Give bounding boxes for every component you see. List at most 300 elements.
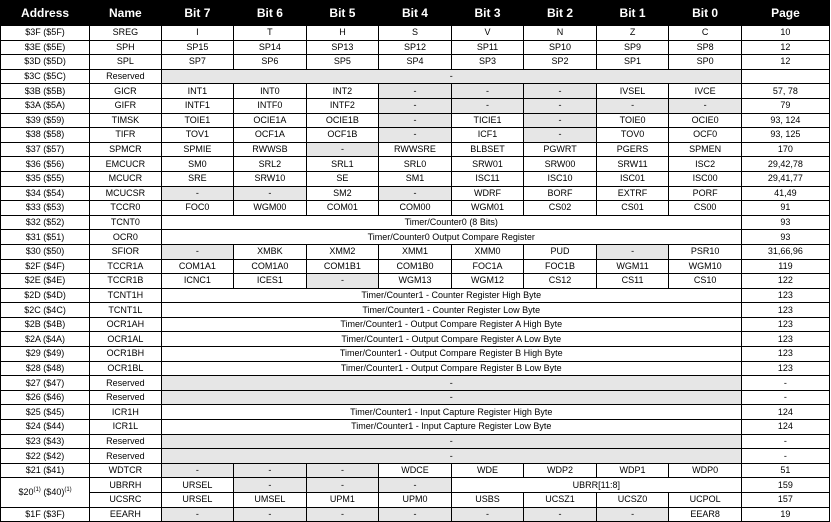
column-header: Address bbox=[1, 1, 90, 26]
page-cell: 123 bbox=[741, 332, 829, 347]
address-cell: $24 ($44) bbox=[1, 420, 90, 435]
span-description: Timer/Counter1 - Output Compare Register B Low Byte bbox=[161, 361, 741, 376]
address-cell: $3F ($5F) bbox=[1, 26, 90, 41]
bit-cell: SRL1 bbox=[306, 157, 379, 172]
register-name: TCCR1B bbox=[90, 274, 162, 289]
bit-cell: - bbox=[306, 463, 379, 478]
register-name: ICR1L bbox=[90, 420, 162, 435]
table-row bbox=[1, 376, 830, 391]
page-cell: 119 bbox=[741, 259, 829, 274]
bit-cell: SP11 bbox=[451, 40, 524, 55]
register-name: TCNT0 bbox=[90, 215, 162, 230]
bit-cell: SP10 bbox=[524, 40, 597, 55]
bit-cell: - bbox=[596, 98, 669, 113]
bit-cell: - bbox=[161, 244, 234, 259]
span-description: Timer/Counter1 - Input Capture Register High Byte bbox=[161, 405, 741, 420]
bit-cell: SRW00 bbox=[524, 157, 597, 172]
register-name: OCR0 bbox=[90, 230, 162, 245]
bit-cell: WGM13 bbox=[379, 274, 452, 289]
bit-cell: ICES1 bbox=[234, 274, 307, 289]
bit-cell: IVSEL bbox=[596, 84, 669, 99]
bit-cell: - bbox=[379, 507, 452, 522]
register-name: Reserved bbox=[90, 449, 162, 464]
page-cell: 10 bbox=[741, 26, 829, 41]
bit-cell: EXTRF bbox=[596, 186, 669, 201]
register-name: OCR1AL bbox=[90, 332, 162, 347]
page-cell: 123 bbox=[741, 303, 829, 318]
page-cell: 41,49 bbox=[741, 186, 829, 201]
page-cell: 93, 124 bbox=[741, 113, 829, 128]
bit-cell: WDP0 bbox=[669, 463, 742, 478]
bit-cell: - bbox=[451, 507, 524, 522]
bit-cell: COM1B1 bbox=[306, 259, 379, 274]
bit-cell: COM1B0 bbox=[379, 259, 452, 274]
address-text: $20 bbox=[18, 487, 34, 497]
bit-cell: SRE bbox=[161, 171, 234, 186]
address-cell: $3B ($5B) bbox=[1, 84, 90, 99]
bit-cell: TICIE1 bbox=[451, 113, 524, 128]
bit-cell: - bbox=[234, 463, 307, 478]
footnote-marker: (1) bbox=[64, 487, 72, 493]
column-header: Bit 0 bbox=[669, 1, 742, 26]
bit-cell: SM1 bbox=[379, 171, 452, 186]
page-cell: 57, 78 bbox=[741, 84, 829, 99]
register-name: SREG bbox=[90, 26, 162, 41]
table-row bbox=[1, 390, 830, 405]
register-name: MCUCSR bbox=[90, 186, 162, 201]
bit-cell: SRW10 bbox=[234, 171, 307, 186]
bit-cell: ISC00 bbox=[669, 171, 742, 186]
span-description: Timer/Counter1 - Output Compare Register A High Byte bbox=[161, 317, 741, 332]
bit-cell: SRL0 bbox=[379, 157, 452, 172]
bit-cell: INTF1 bbox=[161, 98, 234, 113]
page-cell: 157 bbox=[741, 493, 829, 508]
bit-cell: T bbox=[234, 26, 307, 41]
page-cell: 159 bbox=[741, 478, 829, 493]
bit-cell: - bbox=[234, 186, 307, 201]
bit-cell: URSEL bbox=[161, 493, 234, 508]
table-row bbox=[1, 303, 830, 318]
table-row bbox=[1, 420, 830, 435]
bit-cell: WDCE bbox=[379, 463, 452, 478]
register-name: Reserved bbox=[90, 390, 162, 405]
span-description: - bbox=[161, 69, 741, 84]
bit-cell: XMM2 bbox=[306, 244, 379, 259]
address-cell: $2D ($4D) bbox=[1, 288, 90, 303]
bit-cell: - bbox=[596, 244, 669, 259]
bit-cell: WGM10 bbox=[669, 259, 742, 274]
bit-cell: - bbox=[161, 507, 234, 522]
page-cell: 51 bbox=[741, 463, 829, 478]
bit-cell: N bbox=[524, 26, 597, 41]
register-name: OCR1BL bbox=[90, 361, 162, 376]
bit-cell: OCIE1A bbox=[234, 113, 307, 128]
column-header: Bit 6 bbox=[234, 1, 307, 26]
bit-cell: - bbox=[669, 98, 742, 113]
table-row bbox=[1, 98, 830, 113]
address-cell: $3A ($5A) bbox=[1, 98, 90, 113]
span-description: Timer/Counter1 - Counter Register Low Byte bbox=[161, 303, 741, 318]
address-cell: $33 ($53) bbox=[1, 201, 90, 216]
span-description: Timer/Counter1 - Counter Register High Byte bbox=[161, 288, 741, 303]
bit-cell: CS00 bbox=[669, 201, 742, 216]
bit-cell: PUD bbox=[524, 244, 597, 259]
bit-cell: - bbox=[379, 186, 452, 201]
bit-cell: - bbox=[524, 84, 597, 99]
register-name: TIMSK bbox=[90, 113, 162, 128]
bit-cell: - bbox=[451, 98, 524, 113]
bit-cell: IVCE bbox=[669, 84, 742, 99]
page-cell: - bbox=[741, 449, 829, 464]
bit-cell: - bbox=[306, 507, 379, 522]
register-name: GIFR bbox=[90, 98, 162, 113]
column-header: Bit 1 bbox=[596, 1, 669, 26]
address-cell: $30 ($50) bbox=[1, 244, 90, 259]
bit-cell: UCSZ0 bbox=[596, 493, 669, 508]
page-cell: 124 bbox=[741, 420, 829, 435]
bit-cell: UCSZ1 bbox=[524, 493, 597, 508]
bit-cell: SP4 bbox=[379, 55, 452, 70]
column-header: Bit 5 bbox=[306, 1, 379, 26]
register-name: TCNT1H bbox=[90, 288, 162, 303]
bit-cell: PORF bbox=[669, 186, 742, 201]
table-row bbox=[1, 259, 830, 274]
address-cell: $25 ($45) bbox=[1, 405, 90, 420]
address-cell: $38 ($58) bbox=[1, 128, 90, 143]
bit-cell: SP6 bbox=[234, 55, 307, 70]
table-row bbox=[1, 26, 830, 41]
register-name: GICR bbox=[90, 84, 162, 99]
bit-cell: COM00 bbox=[379, 201, 452, 216]
bit-cell: SP13 bbox=[306, 40, 379, 55]
bit-cell: CS11 bbox=[596, 274, 669, 289]
bit-cell: - bbox=[306, 142, 379, 157]
table-row bbox=[1, 361, 830, 376]
bit-cell: SP3 bbox=[451, 55, 524, 70]
table-row bbox=[1, 449, 830, 464]
bit-cell: XMM1 bbox=[379, 244, 452, 259]
bit-cell: WDRF bbox=[451, 186, 524, 201]
bit-cell: WGM12 bbox=[451, 274, 524, 289]
bit-cell: TOIE1 bbox=[161, 113, 234, 128]
bit-cell: SRW11 bbox=[596, 157, 669, 172]
address-cell: $22 ($42) bbox=[1, 449, 90, 464]
bit-cell: FOC1A bbox=[451, 259, 524, 274]
bit-cell: - bbox=[306, 478, 379, 493]
bit-cell: RWWSRE bbox=[379, 142, 452, 157]
register-name: TCCR1A bbox=[90, 259, 162, 274]
address-cell: $2A ($4A) bbox=[1, 332, 90, 347]
bit-cell: WDP2 bbox=[524, 463, 597, 478]
bit-cell: XMM0 bbox=[451, 244, 524, 259]
span-description: - bbox=[161, 390, 741, 405]
register-name: OCR1AH bbox=[90, 317, 162, 332]
table-row bbox=[1, 347, 830, 362]
page-cell: 29,41,77 bbox=[741, 171, 829, 186]
bit-cell: - bbox=[234, 478, 307, 493]
register-name: TCCR0 bbox=[90, 201, 162, 216]
address-cell bbox=[1, 478, 90, 507]
bit-cell: EEAR8 bbox=[669, 507, 742, 522]
bit-cell: - bbox=[306, 274, 379, 289]
bit-cell: SP2 bbox=[524, 55, 597, 70]
address-text: ($40) bbox=[40, 487, 65, 497]
page-cell: 91 bbox=[741, 201, 829, 216]
address-cell: $29 ($49) bbox=[1, 347, 90, 362]
table-row bbox=[1, 40, 830, 55]
bit-cell: SP14 bbox=[234, 40, 307, 55]
bit-cell: INT1 bbox=[161, 84, 234, 99]
address-cell: $3E ($5E) bbox=[1, 40, 90, 55]
bit-cell: ICF1 bbox=[451, 128, 524, 143]
register-name: SPMCR bbox=[90, 142, 162, 157]
bit-cell: S bbox=[379, 26, 452, 41]
bit-cell: PGWRT bbox=[524, 142, 597, 157]
page-cell: 123 bbox=[741, 347, 829, 362]
bit-cell: - bbox=[524, 98, 597, 113]
register-name: OCR1BH bbox=[90, 347, 162, 362]
bit-cell: OCF1A bbox=[234, 128, 307, 143]
page-cell: 19 bbox=[741, 507, 829, 522]
page-cell: 29,42,78 bbox=[741, 157, 829, 172]
page-cell: - bbox=[741, 390, 829, 405]
address-cell: $3C ($5C) bbox=[1, 69, 90, 84]
address-cell: $35 ($55) bbox=[1, 171, 90, 186]
table-body bbox=[1, 26, 830, 522]
address-cell: $37 ($57) bbox=[1, 142, 90, 157]
bit-cell: - bbox=[524, 113, 597, 128]
page-cell: 93, 125 bbox=[741, 128, 829, 143]
span-description: - bbox=[161, 449, 741, 464]
bit-cell: FOC0 bbox=[161, 201, 234, 216]
column-header: Bit 2 bbox=[524, 1, 597, 26]
table-row bbox=[1, 201, 830, 216]
span-description: Timer/Counter1 - Output Compare Register A Low Byte bbox=[161, 332, 741, 347]
address-cell: $34 ($54) bbox=[1, 186, 90, 201]
bit-cell: CS02 bbox=[524, 201, 597, 216]
bit-cell: UMSEL bbox=[234, 493, 307, 508]
table-row bbox=[1, 84, 830, 99]
address-cell: $23 ($43) bbox=[1, 434, 90, 449]
address-cell: $32 ($52) bbox=[1, 215, 90, 230]
table-row bbox=[1, 493, 830, 508]
bit-cell: SM0 bbox=[161, 157, 234, 172]
bit-cell: INT0 bbox=[234, 84, 307, 99]
bit-cell: I bbox=[161, 26, 234, 41]
table-row bbox=[1, 215, 830, 230]
page-cell: 79 bbox=[741, 98, 829, 113]
bit-cell: Z bbox=[596, 26, 669, 41]
bit-cell: WGM11 bbox=[596, 259, 669, 274]
bit-cell: SP1 bbox=[596, 55, 669, 70]
bit-cell: PSR10 bbox=[669, 244, 742, 259]
column-header: Bit 4 bbox=[379, 1, 452, 26]
bit-cell: TOIE0 bbox=[596, 113, 669, 128]
footnote-marker: (1) bbox=[33, 487, 41, 493]
table-row bbox=[1, 128, 830, 143]
bit-cell: V bbox=[451, 26, 524, 41]
page-cell: 122 bbox=[741, 274, 829, 289]
bit-cell: SRW01 bbox=[451, 157, 524, 172]
register-name: SFIOR bbox=[90, 244, 162, 259]
bit-cell: SRL2 bbox=[234, 157, 307, 172]
bit-cell: - bbox=[379, 478, 452, 493]
bit-cell: SPMEN bbox=[669, 142, 742, 157]
bit-cell: OCIE1B bbox=[306, 113, 379, 128]
bit-cell: - bbox=[161, 186, 234, 201]
bit-cell: SE bbox=[306, 171, 379, 186]
register-name: TCNT1L bbox=[90, 303, 162, 318]
span-description: Timer/Counter0 Output Compare Register bbox=[161, 230, 741, 245]
bit-cell: SM2 bbox=[306, 186, 379, 201]
bit-cell: SP12 bbox=[379, 40, 452, 55]
span-description: Timer/Counter1 - Input Capture Register Low Byte bbox=[161, 420, 741, 435]
register-name: SPH bbox=[90, 40, 162, 55]
address-cell: $27 ($47) bbox=[1, 376, 90, 391]
address-cell: $1F ($3F) bbox=[1, 507, 90, 522]
address-cell: $2C ($4C) bbox=[1, 303, 90, 318]
bit-cell: - bbox=[524, 128, 597, 143]
table-row bbox=[1, 507, 830, 522]
span-description: Timer/Counter0 (8 Bits) bbox=[161, 215, 741, 230]
bit-cell: USBS bbox=[451, 493, 524, 508]
page-cell: 12 bbox=[741, 55, 829, 70]
address-cell: $26 ($46) bbox=[1, 390, 90, 405]
table-row bbox=[1, 463, 830, 478]
bit-cell: ISC10 bbox=[524, 171, 597, 186]
bit-field-span: UBRR[11:8] bbox=[451, 478, 741, 493]
register-name: EEARH bbox=[90, 507, 162, 522]
bit-cell: H bbox=[306, 26, 379, 41]
bit-cell: UPM1 bbox=[306, 493, 379, 508]
bit-cell: WGM01 bbox=[451, 201, 524, 216]
bit-cell: ICNC1 bbox=[161, 274, 234, 289]
bit-cell: TOV0 bbox=[596, 128, 669, 143]
address-cell: $3D ($5D) bbox=[1, 55, 90, 70]
bit-cell: WDP1 bbox=[596, 463, 669, 478]
register-name: MCUCR bbox=[90, 171, 162, 186]
span-description: - bbox=[161, 434, 741, 449]
table-row bbox=[1, 113, 830, 128]
page-cell: 93 bbox=[741, 215, 829, 230]
bit-cell: - bbox=[451, 84, 524, 99]
bit-cell: URSEL bbox=[161, 478, 234, 493]
bit-cell: OCIE0 bbox=[669, 113, 742, 128]
bit-cell: - bbox=[379, 84, 452, 99]
page-cell: - bbox=[741, 434, 829, 449]
column-header: Name bbox=[90, 1, 162, 26]
bit-cell: CS10 bbox=[669, 274, 742, 289]
bit-cell: SP5 bbox=[306, 55, 379, 70]
address-cell: $21 ($41) bbox=[1, 463, 90, 478]
bit-cell: CS01 bbox=[596, 201, 669, 216]
bit-cell: FOC1B bbox=[524, 259, 597, 274]
bit-cell: INTF2 bbox=[306, 98, 379, 113]
page-cell: 93 bbox=[741, 230, 829, 245]
bit-cell: BLBSET bbox=[451, 142, 524, 157]
bit-cell: OCF1B bbox=[306, 128, 379, 143]
bit-cell: SP15 bbox=[161, 40, 234, 55]
register-name: Reserved bbox=[90, 434, 162, 449]
table-row bbox=[1, 274, 830, 289]
table-row bbox=[1, 230, 830, 245]
register-name: TIFR bbox=[90, 128, 162, 143]
page-cell: 12 bbox=[741, 40, 829, 55]
bit-cell: OCF0 bbox=[669, 128, 742, 143]
bit-cell: - bbox=[379, 113, 452, 128]
table-row bbox=[1, 332, 830, 347]
column-header: Bit 7 bbox=[161, 1, 234, 26]
register-name: ICR1H bbox=[90, 405, 162, 420]
address-cell: $36 ($56) bbox=[1, 157, 90, 172]
address-cell: $2F ($4F) bbox=[1, 259, 90, 274]
bit-cell: INT2 bbox=[306, 84, 379, 99]
span-description: Timer/Counter1 - Output Compare Register B High Byte bbox=[161, 347, 741, 362]
table-row bbox=[1, 478, 830, 493]
page-cell: 170 bbox=[741, 142, 829, 157]
register-name: UBRRH bbox=[90, 478, 162, 493]
table-row bbox=[1, 317, 830, 332]
bit-cell: UPM0 bbox=[379, 493, 452, 508]
bit-cell: INTF0 bbox=[234, 98, 307, 113]
bit-cell: RWWSB bbox=[234, 142, 307, 157]
table-row bbox=[1, 186, 830, 201]
bit-cell: C bbox=[669, 26, 742, 41]
page-cell bbox=[741, 69, 829, 84]
table-row bbox=[1, 244, 830, 259]
bit-cell: SP7 bbox=[161, 55, 234, 70]
column-header: Bit 3 bbox=[451, 1, 524, 26]
page-cell: 123 bbox=[741, 361, 829, 376]
table-row bbox=[1, 55, 830, 70]
bit-cell: WDE bbox=[451, 463, 524, 478]
column-header: Page bbox=[741, 1, 829, 26]
register-name: Reserved bbox=[90, 376, 162, 391]
page-cell: 123 bbox=[741, 288, 829, 303]
address-cell: $31 ($51) bbox=[1, 230, 90, 245]
table-row bbox=[1, 405, 830, 420]
bit-cell: - bbox=[161, 463, 234, 478]
bit-cell: - bbox=[379, 128, 452, 143]
span-description: - bbox=[161, 376, 741, 391]
register-name: Reserved bbox=[90, 69, 162, 84]
bit-cell: TOV1 bbox=[161, 128, 234, 143]
page-cell: 31,66,96 bbox=[741, 244, 829, 259]
bit-cell: WGM00 bbox=[234, 201, 307, 216]
bit-cell: SP8 bbox=[669, 40, 742, 55]
table-row bbox=[1, 157, 830, 172]
table-row bbox=[1, 434, 830, 449]
address-cell: $2E ($4E) bbox=[1, 274, 90, 289]
bit-cell: XMBK bbox=[234, 244, 307, 259]
register-name: UCSRC bbox=[90, 493, 162, 508]
table-row bbox=[1, 171, 830, 186]
page-cell: 124 bbox=[741, 405, 829, 420]
table-row bbox=[1, 142, 830, 157]
bit-cell: SP0 bbox=[669, 55, 742, 70]
bit-cell: SPMIE bbox=[161, 142, 234, 157]
bit-cell: ISC01 bbox=[596, 171, 669, 186]
address-cell: $39 ($59) bbox=[1, 113, 90, 128]
bit-cell: COM01 bbox=[306, 201, 379, 216]
bit-cell: BORF bbox=[524, 186, 597, 201]
bit-cell: - bbox=[379, 98, 452, 113]
page-cell: 123 bbox=[741, 317, 829, 332]
register-name: SPL bbox=[90, 55, 162, 70]
bit-cell: UCPOL bbox=[669, 493, 742, 508]
bit-cell: - bbox=[234, 507, 307, 522]
bit-cell: PGERS bbox=[596, 142, 669, 157]
